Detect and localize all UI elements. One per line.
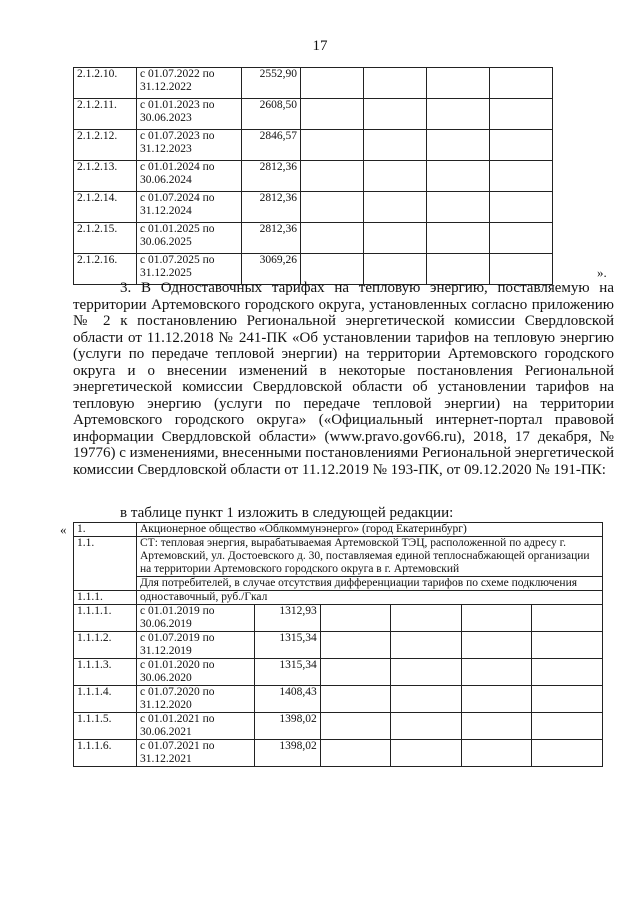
period-from: с 01.07.2022 по [140, 68, 215, 80]
empty-cell [490, 192, 553, 223]
row-period [137, 130, 242, 161]
empty-cell [320, 605, 391, 632]
period-from: с 01.01.2024 по [140, 161, 215, 173]
row-period [137, 686, 255, 713]
row-value: 2552,90 [242, 68, 301, 99]
empty-cell [391, 659, 462, 686]
empty-cell [364, 130, 427, 161]
table-row [74, 99, 553, 130]
rate-row [74, 591, 603, 605]
period-from: с 01.01.2020 по [140, 659, 215, 671]
period-from: с 01.07.2024 по [140, 192, 215, 204]
empty-cell [427, 192, 490, 223]
table-row [74, 740, 603, 767]
period-to: 30.06.2025 [140, 236, 192, 248]
rate-type: одноставочный, руб./Гкал [137, 591, 603, 605]
row-period [137, 659, 255, 686]
row-period [137, 161, 242, 192]
empty-cell [391, 740, 462, 767]
empty-cell [461, 605, 532, 632]
row-number: 1.1.1.3. [74, 659, 137, 686]
empty-cell [427, 68, 490, 99]
table-row [74, 192, 553, 223]
empty-cell [427, 130, 490, 161]
row-value: 1312,93 [254, 605, 320, 632]
empty-cell [461, 740, 532, 767]
row-value: 2812,36 [242, 161, 301, 192]
empty-cell [391, 632, 462, 659]
empty-cell [532, 659, 603, 686]
row-number: 1.1.1.5. [74, 713, 137, 740]
empty-cell [490, 68, 553, 99]
period-from: с 01.07.2021 по [140, 740, 215, 752]
empty-cell [320, 659, 391, 686]
empty-cell [461, 686, 532, 713]
empty-cell [427, 161, 490, 192]
empty-cell [391, 605, 462, 632]
rate-num: 1.1.1. [74, 591, 137, 605]
period-from: с 01.01.2021 по [140, 713, 215, 725]
empty-cell [320, 740, 391, 767]
row-value: 1408,43 [254, 686, 320, 713]
empty-cell [532, 740, 603, 767]
row-period [137, 192, 242, 223]
table-row [74, 632, 603, 659]
empty-cell [427, 223, 490, 254]
empty-cell [364, 68, 427, 99]
source-row [74, 537, 603, 577]
empty-cell [391, 686, 462, 713]
table-row [74, 659, 603, 686]
period-to: 31.12.2020 [140, 699, 192, 711]
empty-cell [301, 161, 364, 192]
period-to: 31.12.2025 [140, 267, 192, 279]
org-num: 1. [74, 523, 137, 537]
empty-cell [490, 161, 553, 192]
period-to: 31.12.2022 [140, 81, 192, 93]
row-number: 2.1.2.14. [74, 192, 137, 223]
page-number: 17 [312, 38, 328, 54]
period-from: с 01.01.2025 по [140, 223, 215, 235]
row-period [137, 223, 242, 254]
row-number: 1.1.1.1. [74, 605, 137, 632]
row-value: 1315,34 [254, 659, 320, 686]
empty-cell [301, 130, 364, 161]
period-to: 31.12.2023 [140, 143, 192, 155]
period-to: 30.06.2024 [140, 174, 192, 186]
empty-cell [490, 223, 553, 254]
empty-cell [301, 68, 364, 99]
table-row [74, 713, 603, 740]
empty-cell [364, 192, 427, 223]
period-from: с 01.07.2019 по [140, 632, 215, 644]
tariff-table-continuation [73, 67, 553, 285]
empty-cell [532, 686, 603, 713]
tariff-table-new [73, 522, 603, 767]
table-row [74, 161, 553, 192]
empty-cell [427, 99, 490, 130]
amendment-subparagraph: в таблице пункт 1 изложить в следующей редакции: [120, 505, 454, 521]
row-value: 2812,36 [242, 192, 301, 223]
empty-cell [301, 99, 364, 130]
period-from: с 01.01.2019 по [140, 605, 215, 617]
row-period [137, 605, 255, 632]
row-value: 3069,26 [242, 254, 301, 285]
row-number: 2.1.2.10. [74, 68, 137, 99]
table-row [74, 686, 603, 713]
row-number: 2.1.2.12. [74, 130, 137, 161]
source-description: СТ: тепловая энергия, вырабатываемая Артемовской ТЭЦ, расположенной по адресу г. Артемовский, ул. Достоевского д. 30, поставляемая единой теплоснабжающей организации на территории Артемовского городского округа в г. Артемовский [137, 537, 603, 577]
period-to: 31.12.2019 [140, 645, 192, 657]
source-num: 1.1. [74, 537, 137, 591]
row-number: 1.1.1.4. [74, 686, 137, 713]
table-row [74, 130, 553, 161]
row-number: 1.1.1.6. [74, 740, 137, 767]
empty-cell [320, 713, 391, 740]
empty-cell [320, 632, 391, 659]
period-to: 30.06.2020 [140, 672, 192, 684]
row-value: 2608,50 [242, 99, 301, 130]
org-name: Акционерное общество «Облкоммунэнерго» (город Екатеринбург) [137, 523, 603, 537]
opening-quote: « [60, 522, 67, 537]
period-from: с 01.07.2023 по [140, 130, 215, 142]
period-to: 31.12.2024 [140, 205, 192, 217]
empty-cell [490, 99, 553, 130]
empty-cell [461, 659, 532, 686]
empty-cell [461, 632, 532, 659]
table-row [74, 68, 553, 99]
period-to: 31.12.2021 [140, 753, 192, 765]
table-row [74, 223, 553, 254]
row-number: 1.1.1.2. [74, 632, 137, 659]
empty-cell [391, 713, 462, 740]
period-to: 30.06.2023 [140, 112, 192, 124]
row-number: 2.1.2.11. [74, 99, 137, 130]
period-from: с 01.01.2023 по [140, 99, 215, 111]
empty-cell [532, 605, 603, 632]
period-to: 30.06.2019 [140, 618, 192, 630]
empty-cell [364, 161, 427, 192]
empty-cell [301, 223, 364, 254]
amendment-paragraph: 3. В Одноставочных тарифах на тепловую энергию, поставляемую на территории Артемовского городского округа, установленных согласно приложению № 2 к постановлению Региональной энергетической комиссии Свердловской области от 11.12.2018 № 241-ПК «Об установлении тарифов на тепловую энергию (услуги по передаче тепловой энергии) на территории Артемовского городского округа и о внесении изменений в некоторые постановления Региональной энергетической комиссии Свердловской области об установлении тарифов на тепловую энергию (услуги по передаче тепловой энергии) на территории Артемовского городского округа» («Официальный интернет-портал правовой информации Свердловской области» (www.pravo.gov66.ru), 2018, 17 декабря, № 19776) с изменениями, внесенными постановлениями Региональной энергетической комиссии Свердловской области от 11.12.2019 № 193-ПК, от 09.12.2020 № 191-ПК: [73, 280, 615, 478]
empty-cell [490, 130, 553, 161]
row-value: 1398,02 [254, 713, 320, 740]
closing-quote: ». [597, 265, 607, 280]
consumers-note: Для потребителей, в случае отсутствия дифференциации тарифов по схеме подключения [137, 577, 603, 591]
empty-cell [320, 686, 391, 713]
org-row [74, 523, 603, 537]
empty-cell [301, 192, 364, 223]
row-value: 2846,57 [242, 130, 301, 161]
consumers-row [74, 577, 603, 591]
empty-cell [364, 223, 427, 254]
empty-cell [532, 632, 603, 659]
row-value: 1398,02 [254, 740, 320, 767]
row-period [137, 740, 255, 767]
row-period [137, 713, 255, 740]
row-period [137, 99, 242, 130]
period-to: 30.06.2021 [140, 726, 192, 738]
table-row [74, 605, 603, 632]
row-value: 2812,36 [242, 223, 301, 254]
row-period [137, 632, 255, 659]
row-number: 2.1.2.16. [74, 254, 137, 285]
row-period [137, 68, 242, 99]
empty-cell [461, 713, 532, 740]
empty-cell [532, 713, 603, 740]
empty-cell [364, 99, 427, 130]
row-number: 2.1.2.13. [74, 161, 137, 192]
row-number: 2.1.2.15. [74, 223, 137, 254]
period-from: с 01.07.2020 по [140, 686, 215, 698]
period-from: с 01.07.2025 по [140, 254, 215, 266]
row-value: 1315,34 [254, 632, 320, 659]
